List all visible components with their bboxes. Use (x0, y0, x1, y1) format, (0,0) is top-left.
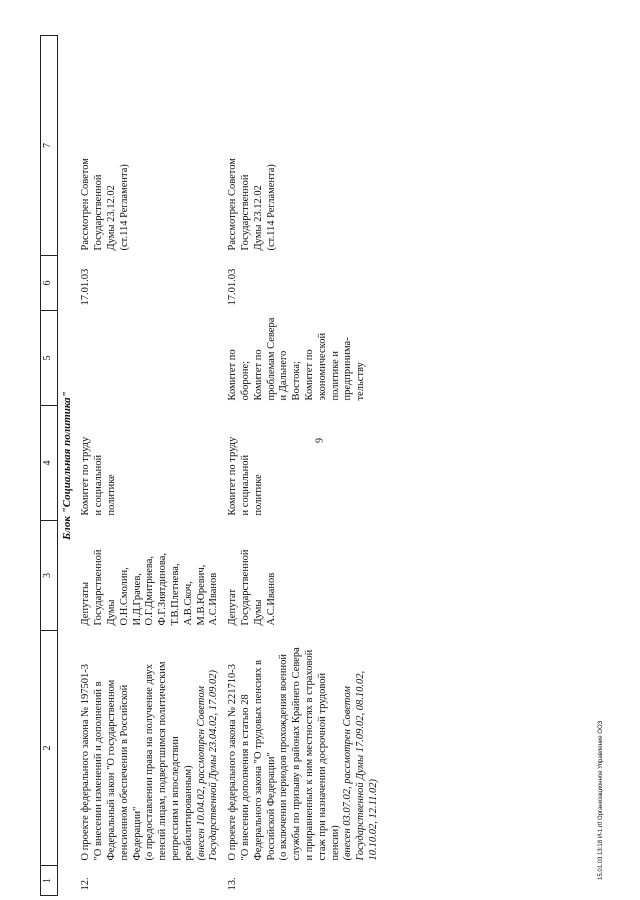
footer-file-info: 15.01.03 13:18 И-1.rtf Организационное Управление ООЗ (598, 720, 604, 880)
text-line: А.С.Иванов (265, 572, 277, 626)
text-line: "О внесении изменений и дополнений в (93, 681, 105, 861)
text-line: (о включении периодов прохождения военной (278, 654, 290, 861)
text-line: и приравненных к ним местностях в страховой (303, 649, 315, 861)
text-line: Востока; (291, 361, 303, 401)
text-line: Рассмотрен Советом (227, 158, 239, 251)
text-line: Государственной Думы 23.04.02, 17.09.02) (208, 670, 220, 861)
text-line: Думы 23.12.02 (252, 185, 264, 251)
review-date: 17.01.03 (80, 268, 92, 306)
table-row (77, 36, 224, 896)
text-line: Думы (252, 599, 264, 626)
text-line: Депутаты (80, 581, 92, 626)
text-line: Комитет по (252, 349, 264, 401)
text-line: службы по призыву в районах Крайнего Севера (291, 647, 303, 861)
bill-authors (77, 521, 224, 631)
text-line: (о предоставлении права на получение двух (144, 663, 156, 861)
column-number: 5 (41, 311, 58, 406)
text-line: О.Н.Смолин, (118, 567, 130, 626)
text-line: И.Д.Грачев, (131, 573, 143, 626)
text-line: О.Г.Дмитриева, (144, 556, 156, 626)
text-line: Государственной Думы 17.09.02, 08.10.02, (355, 670, 367, 861)
text-line: и социальной (239, 454, 251, 516)
agenda-table (40, 35, 384, 896)
text-line: (внесен 10.04.02, рассмотрен Советом (195, 686, 207, 861)
text-line: Комитет по (303, 349, 315, 401)
column-number-row (41, 36, 58, 896)
status (224, 36, 384, 256)
text-line: стаж при назначении досрочной трудовой (316, 672, 328, 861)
page-number: 9 (314, 438, 326, 443)
text-line: Ф.Г.Зиятдинова, (157, 552, 169, 626)
responsible-committee (224, 406, 384, 521)
column-number: 7 (41, 36, 58, 256)
text-line: проблемам Севера (265, 317, 277, 401)
text-line: Федерального закона "О трудовых пенсиях в (252, 660, 264, 861)
text-line: Комитет по (227, 349, 239, 401)
column-number: 1 (41, 866, 58, 896)
text-line: Т.В.Плетнева, (169, 563, 181, 626)
text-line: политике (106, 474, 117, 516)
document-table-region (40, 36, 600, 896)
text-line: "О внесении дополнения в статью 28 (239, 694, 251, 861)
text-line: и социальной (93, 454, 105, 516)
text-line: Думы (106, 599, 117, 626)
text-line: предпринима- (342, 337, 354, 401)
text-line: Рассмотрен Советом (80, 158, 92, 251)
text-line: Российской Федерации" (265, 752, 277, 861)
text-line: экономической (316, 332, 328, 401)
text-line: Депутат (227, 588, 239, 626)
text-line: О проекте федерального закона № 221710-3 (227, 663, 239, 861)
column-number: 2 (41, 631, 58, 866)
text-line: политике и (329, 350, 341, 401)
text-line: (ст.114 Регламента) (118, 164, 130, 251)
text-line: О проекте федерального закона № 197501-3 (80, 663, 92, 861)
section-title: Блок "Социальная политика" (61, 391, 73, 540)
text-line: тельству (355, 362, 367, 401)
co-committees (224, 311, 384, 406)
text-line: Государственной (93, 174, 105, 251)
text-line: обороне; (239, 360, 251, 401)
text-line: Федеральный закон "О государственном (106, 679, 117, 861)
row-number: 12. (80, 877, 92, 891)
text-line: 10.10.02, 12.11.02) (367, 779, 379, 861)
text-line: и Дальнего (278, 350, 290, 401)
bill-description (224, 631, 384, 866)
text-line: Государственной (93, 549, 105, 626)
text-line: пенсии) (329, 825, 341, 861)
text-line: А.В.Скоч, (182, 581, 194, 626)
text-line: (внесен 03.07.02, рассмотрен Советом (342, 686, 354, 861)
review-date: 17.01.03 (227, 268, 239, 306)
column-number: 6 (41, 256, 58, 311)
responsible-committee (77, 406, 224, 521)
co-committees (77, 311, 224, 406)
text-line: Государственной (239, 549, 251, 626)
text-line: реабилитированным) (182, 765, 194, 861)
text-line: Комитет по труду (80, 436, 92, 516)
text-line: пенсий лицам, подвергшимся политическим (157, 661, 169, 861)
column-number: 3 (41, 521, 58, 631)
text-line: Федерации" (131, 806, 143, 861)
text-line: М.В.Юревич, (195, 564, 207, 626)
section-heading-row (58, 36, 78, 896)
text-line: (ст.114 Регламента) (265, 164, 277, 251)
text-line: Думы 23.12.02 (106, 185, 117, 251)
row-number: 13. (227, 877, 239, 891)
bill-authors (224, 521, 384, 631)
text-line: Государственной (239, 174, 251, 251)
bill-description (77, 631, 224, 866)
column-number: 4 (41, 406, 58, 521)
table-row (224, 36, 384, 896)
text-line: политике (252, 474, 264, 516)
status (77, 36, 224, 256)
text-line: Комитет по труду (227, 436, 239, 516)
text-line: А.С.Иванов (208, 572, 220, 626)
text-line: репрессиям и впоследствии (169, 736, 181, 861)
text-line: пенсионном обеспечении в Российской (118, 684, 130, 861)
rotated-page (40, 36, 600, 896)
